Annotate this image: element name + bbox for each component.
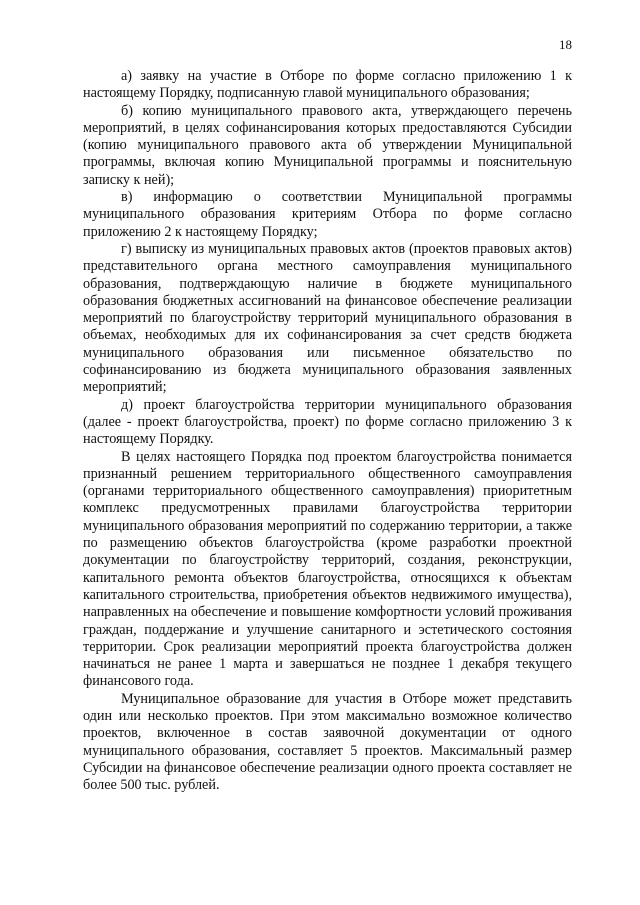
page-number: 18 — [559, 37, 572, 52]
paragraph-item-d: д) проект благоустройства территории муниципального образования (далее - проект благоустройства, проект) по форме согласно приложению 3 к настоящему Порядку. — [83, 396, 572, 448]
paragraph-project-limits: Муниципальное образование для участия в Отборе может представить один или несколько проектов. При этом максимально возможное количество проектов, включенное в состав заявочной документации от одного муниципального образования, составляет 5 проектов. Максимальный размер Субсидии на финансовое обеспечение реализации одного проекта составляет не более 500 тыс. рублей. — [83, 690, 572, 794]
document-body — [83, 68, 572, 794]
paragraph-item-v: в) информацию о соответствии Муниципальной программы муниципального образования критериям Отбора по форме согласно приложению 2 к настоящему Порядку; — [83, 189, 572, 240]
paragraph-project-definition: В целях настоящего Порядка под проектом благоустройства понимается признанный решением территориального общественного самоуправления (органами территориального общественного самоуправления) приоритетным комплекс предусмотренных правилами благоустройства территории муниципального образования мероприятий по содержанию территории, а также по размещению объектов благоустройства (кроме разработки проектной документации по благоустройству территорий, создания, реконструкции, капитального ремонта объектов благоустройства, относящихся к объектам капитального строительства, приобретения объектов недвижимого имущества), направленных на обеспечение и повышение комфортности условий проживания граждан, поддержание и улучшение санитарного и эстетического состояния территории. Срок реализации мероприятий проекта благоустройства должен начинаться не ранее 1 марта и завершаться не позднее 1 декабря текущего финансового года. — [83, 448, 572, 690]
paragraph-item-a: а) заявку на участие в Отборе по форме согласно приложению 1 к настоящему Порядку, подписанную главой муниципального образования; — [83, 68, 572, 102]
paragraph-item-b: б) копию муниципального правового акта, утверждающего перечень мероприятий, в целях софинансирования которых предоставляются Субсидии (копию муниципального правового акта об утверждении Муниципальной программы, включая копию Муниципальной программы и пояснительную записку к ней); — [83, 102, 572, 188]
paragraph-item-g: г) выписку из муниципальных правовых актов (проектов правовых актов) представительного органа местного самоуправления муниципального образования, подтверждающую наличие в бюджете муниципального образования бюджетных ассигнований на финансовое обеспечение реализации мероприятий по благоустройству территорий муниципального образования в объемах, необходимых для их софинансирования за счет средств бюджета муниципального образования или письменное обязательство по софинансированию из бюджета муниципального образования заявленных мероприятий; — [83, 240, 572, 396]
